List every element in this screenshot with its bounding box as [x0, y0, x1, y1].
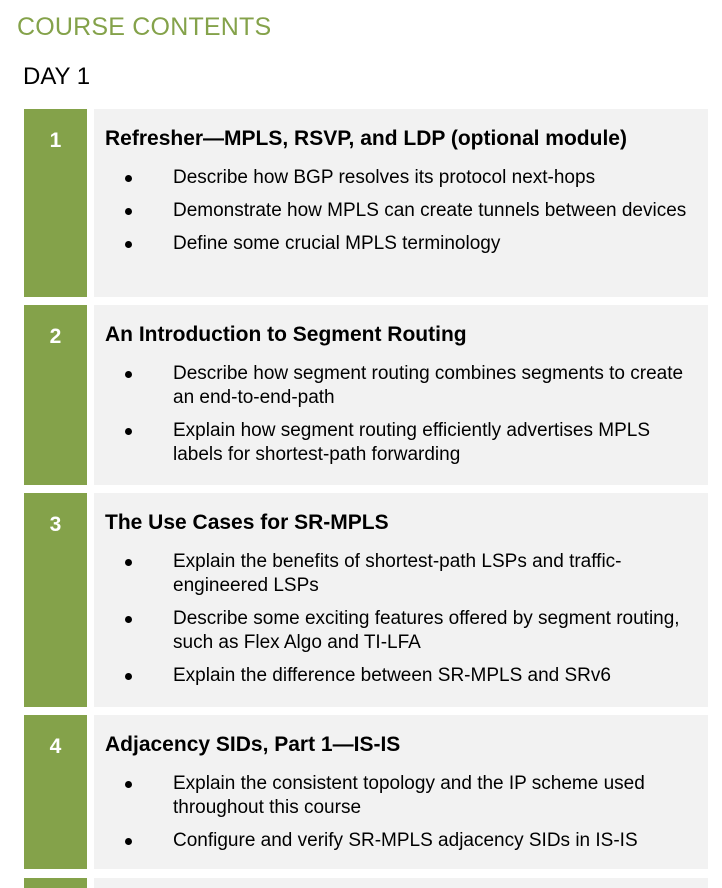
module-list [24, 109, 708, 877]
bullet-dot-icon [125, 241, 132, 248]
module-title: The Use Cases for SR-MPLS [105, 511, 389, 534]
module-content [94, 715, 708, 869]
module-title: Refresher—MPLS, RSVP, and LDP (optional module) [105, 127, 627, 150]
bullet-text: Describe how BGP resolves its protocol next-hops [173, 167, 596, 188]
module-number-stub [24, 878, 87, 888]
course-contents-heading: COURSE CONTENTS [17, 13, 272, 41]
list-item [105, 362, 698, 410]
bullet-dot-icon [125, 371, 132, 378]
bullet-text: Demonstrate how MPLS can create tunnels between devices [173, 200, 687, 221]
bullet-list [105, 772, 698, 853]
bullet-list [105, 166, 698, 256]
module-content [94, 109, 708, 297]
module-1 [24, 109, 708, 297]
bullet-text: Configure and verify SR-MPLS adjacency SIDs in IS-IS [173, 830, 638, 851]
list-item [105, 199, 698, 223]
bullet-text: Define some crucial MPLS terminology [173, 233, 501, 254]
module-number: 2 [24, 305, 87, 485]
bullet-dot-icon [125, 208, 132, 215]
module-title: An Introduction to Segment Routing [105, 323, 467, 346]
bullet-dot-icon [125, 175, 132, 182]
list-item [105, 829, 698, 853]
bullet-list [105, 550, 698, 688]
bullet-text: Explain how segment routing efficiently advertises MPLS labels for shortest-path forwarding [173, 420, 651, 465]
bullet-text: Describe how segment routing combines segments to create an end-to-end-path [173, 363, 684, 408]
module-4 [24, 715, 708, 869]
module-2 [24, 305, 708, 485]
module-content [94, 493, 708, 707]
module-number: 3 [24, 493, 87, 707]
bullet-list [105, 362, 698, 467]
bullet-text: Explain the consistent topology and the IP scheme used throughout this course [173, 773, 645, 818]
list-item [105, 232, 698, 256]
list-item [105, 607, 698, 655]
module-3 [24, 493, 708, 707]
bullet-dot-icon [125, 838, 132, 845]
bullet-text: Explain the benefits of shortest-path LSPs and traffic-engineered LSPs [173, 551, 622, 596]
module-content-stub [94, 878, 708, 888]
bullet-dot-icon [125, 428, 132, 435]
module-content [94, 305, 708, 485]
bullet-text: Explain the difference between SR-MPLS and SRv6 [173, 665, 611, 686]
module-number: 1 [24, 109, 87, 297]
bullet-dot-icon [125, 781, 132, 788]
module-title: Adjacency SIDs, Part 1—IS-IS [105, 733, 401, 756]
list-item [105, 550, 698, 598]
list-item [105, 419, 698, 467]
bullet-text: Describe some exciting features offered by segment routing, such as Flex Algo and TI-LFA [173, 608, 680, 653]
bullet-dot-icon [125, 559, 132, 566]
module-number: 4 [24, 715, 87, 869]
next-module-stub [24, 878, 708, 888]
list-item [105, 772, 698, 820]
list-item [105, 166, 698, 190]
day-label: DAY 1 [23, 63, 91, 90]
list-item [105, 664, 698, 688]
bullet-dot-icon [125, 616, 132, 623]
bullet-dot-icon [125, 673, 132, 680]
